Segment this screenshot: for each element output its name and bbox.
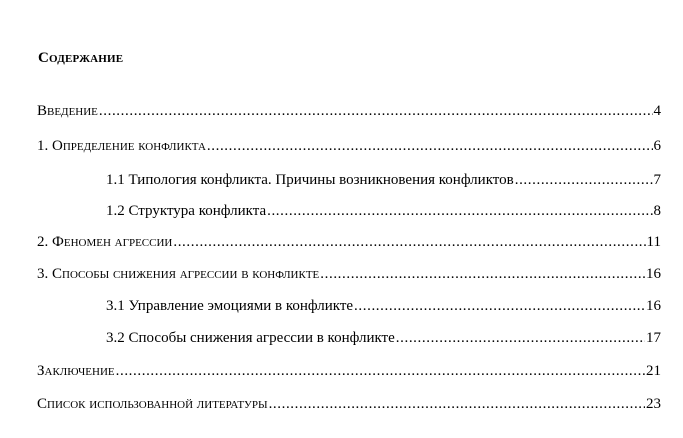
toc-entry-section-3-1[interactable]: [106, 296, 661, 316]
toc-dot-leader: [99, 101, 653, 121]
toc-entry-title: Заключение: [37, 363, 115, 379]
toc-entry-page: 11: [646, 234, 661, 250]
toc-entry-chapter-2[interactable]: [37, 232, 661, 252]
toc-heading: Содержание: [38, 50, 124, 66]
toc-dot-leader: [354, 296, 645, 316]
toc-entry-page: 16: [646, 266, 661, 282]
toc-dot-leader: [173, 232, 645, 252]
toc-entry-title: Список использованной литературы: [37, 396, 268, 412]
toc-entry-references[interactable]: [37, 394, 661, 414]
toc-entry-page: 16: [646, 298, 661, 314]
toc-entry-title: Введение: [37, 103, 98, 119]
toc-entry-page: 6: [653, 138, 661, 154]
toc-entry-section-1-1[interactable]: [106, 170, 661, 190]
toc-dot-leader: [320, 264, 645, 284]
toc-entry-page: 7: [653, 172, 661, 188]
toc-dot-leader: [267, 201, 652, 221]
toc-entry-title: 3.1 Управление эмоциями в конфликте: [106, 298, 354, 314]
toc-entry-chapter-1[interactable]: [37, 136, 661, 156]
toc-dot-leader: [116, 361, 645, 381]
toc-entry-title: 2. Феномен агрессии: [37, 234, 173, 250]
toc-entry-title: 1.1 Типология конфликта. Причины возникновения конфликтов: [106, 172, 514, 188]
toc-dot-leader: [207, 136, 653, 156]
toc-entry-chapter-3[interactable]: [37, 264, 661, 284]
toc-dot-leader: [515, 170, 653, 190]
toc-entry-title: 3. Способы снижения агрессии в конфликте: [37, 266, 320, 282]
toc-entry-title: 1.2 Структура конфликта: [106, 203, 267, 219]
toc-entry-page: 4: [653, 103, 661, 119]
toc-entry-section-3-2[interactable]: [106, 328, 661, 348]
toc-dot-leader: [396, 328, 645, 348]
toc-entry-page: 21: [646, 363, 661, 379]
toc-dot-leader: [269, 394, 645, 414]
toc-entry-conclusion[interactable]: [37, 361, 661, 381]
toc-entry-title: 1. Определение конфликта: [37, 138, 206, 154]
toc-entry-section-1-2[interactable]: [106, 201, 661, 221]
toc-entry-introduction[interactable]: [37, 101, 661, 121]
toc-entry-page: 17: [646, 330, 661, 346]
toc-entry-title: 3.2 Способы снижения агрессии в конфликте: [106, 330, 395, 346]
toc-entry-page: 8: [653, 203, 661, 219]
toc-entry-page: 23: [646, 396, 661, 412]
